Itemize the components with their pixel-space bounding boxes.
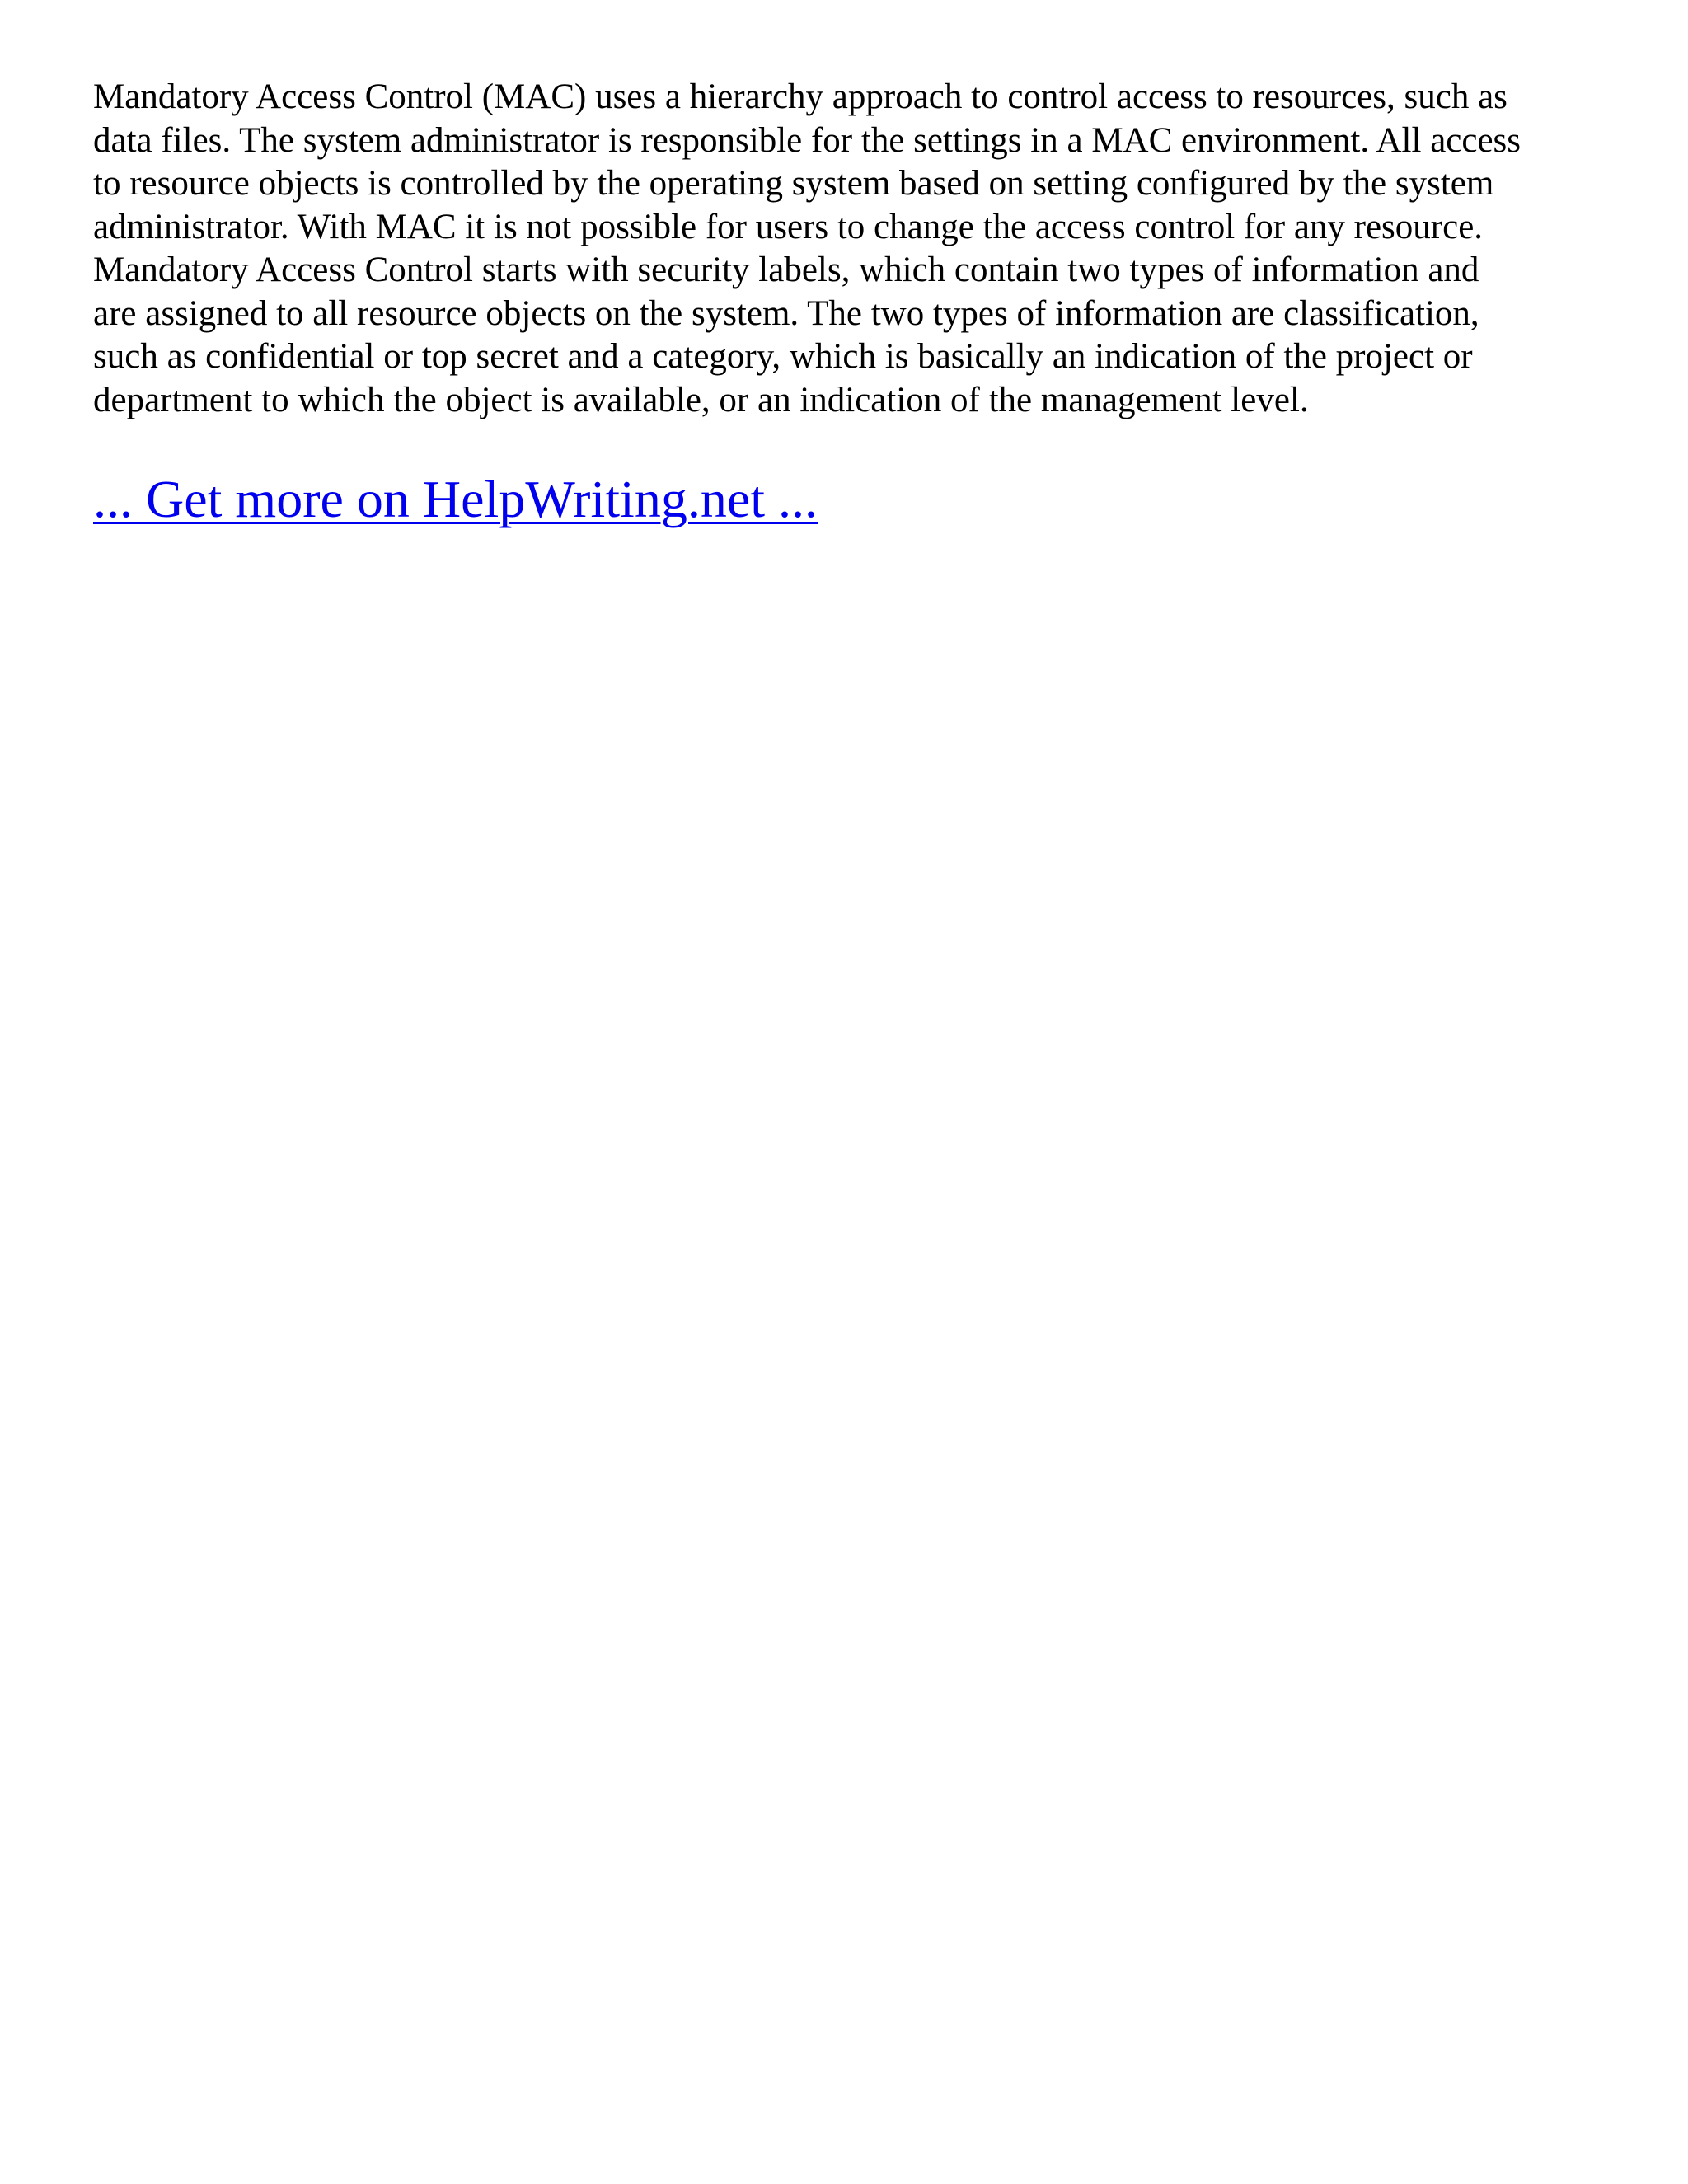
get-more-link[interactable]: ... Get more on HelpWriting.net ... <box>93 470 818 528</box>
body-paragraph: Mandatory Access Control (MAC) uses a hierarchy approach to control access to resources, such as data files. The system administrator is responsible for the settings in a MAC environment. All access to resource objects is controlled by the operating system based on setting configured by the system administrator. With MAC it is not possible for users to change the access control for any resource. Mandatory Access Control starts with security labels, which contain two types of information and are assigned to all resource objects on the system. The two types of information are classification, such as confidential or top secret and a category, which is basically an indication of the project or department to which the object is available, or an indication of the management level. <box>93 77 1522 419</box>
document-page <box>93 76 1610 531</box>
